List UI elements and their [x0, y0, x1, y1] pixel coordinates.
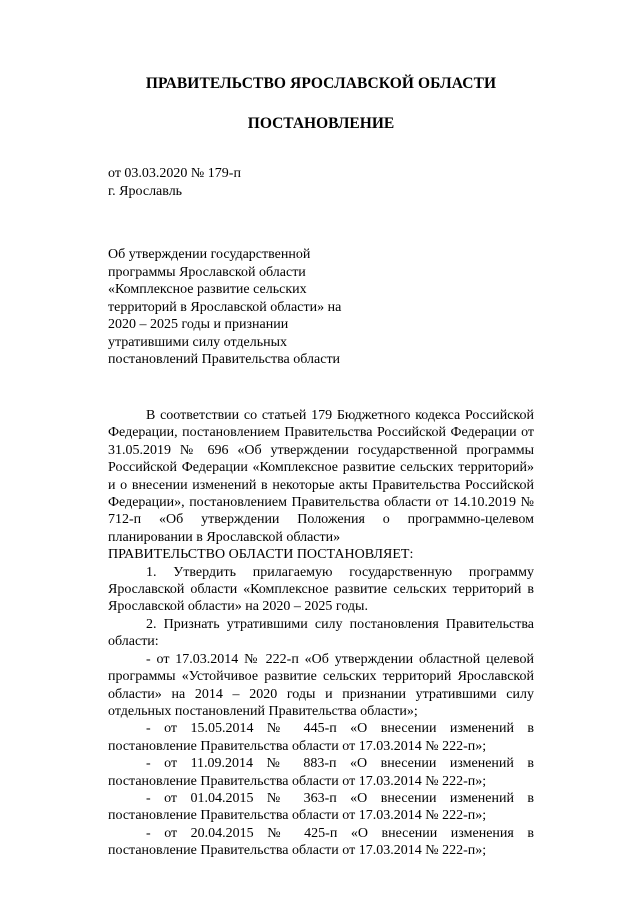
- government-title: ПРАВИТЕЛЬСТВО ЯРОСЛАВСКОЙ ОБЛАСТИ: [145, 75, 497, 92]
- document-body: [108, 407, 534, 860]
- document-subject: Об утверждении государственной программы Ярославской области «Комплексное развитие сельских территорий в Ярославской области» на 2020 – 2025 годы и признании утратившими силу отдельных постановлений Правительства области: [108, 247, 342, 367]
- document-meta: [108, 165, 241, 201]
- resolution-heading: ПРАВИТЕЛЬСТВО ОБЛАСТИ ПОСТАНОВЛЯЕТ:: [108, 547, 414, 563]
- repealed-resolution-item: - от 17.03.2014 № 222-п «Об утверждении областной целевой программы «Устойчивое развитие сельских территорий Ярославской области» на 2014 – 2020 годы и признании утратившими силу отдельных постановлений Правительства области»;: [108, 651, 534, 719]
- repealed-resolution-item: - от 20.04.2015 № 425-п «О внесении изменения в постановление Правительства области от 17.03.2014 № 222-п»;: [108, 825, 534, 859]
- repealed-resolution-item: - от 11.09.2014 № 883-п «О внесении изменений в постановление Правительства области от 17.03.2014 № 222-п»;: [108, 756, 534, 789]
- document-city: г. Ярославль: [108, 184, 183, 199]
- preamble-paragraph: В соответствии со статьей 179 Бюджетного кодекса Российской Федерации, постановлением Правительства Российской Федерации от 31.05.2019 № 696 «Об утверждении государственной программы Российской Федерации «Комплексное развитие сельских территорий» и о внесении изменений в некоторые акты Правительства Российской Федерации», постановлением Правительства области от 14.10.2019 № 712-п «Об утверждении Положения о программно-целевом планировании в Ярославской области»: [108, 408, 534, 545]
- repealed-resolution-item: - от 01.04.2015 № 363-п «О внесении изменений в постановление Правительства области от 17.03.2014 № 222-п»;: [108, 790, 534, 824]
- document-date-number: от 03.03.2020 № 179-п: [108, 166, 241, 181]
- item-2-paragraph: 2. Признать утратившими силу постановления Правительства области:: [108, 616, 534, 650]
- document-type-title: ПОСТАНОВЛЕНИЕ: [247, 115, 395, 132]
- item-1-paragraph: 1. Утвердить прилагаемую государственную программу Ярославской области «Комплексное развитие сельских территорий в Ярославской области» на 2020 – 2025 годы.: [108, 564, 534, 615]
- repealed-resolution-item: - от 15.05.2014 № 445-п «О внесении изменений в постановление Правительства области от 17.03.2014 № 222-п»;: [108, 721, 534, 754]
